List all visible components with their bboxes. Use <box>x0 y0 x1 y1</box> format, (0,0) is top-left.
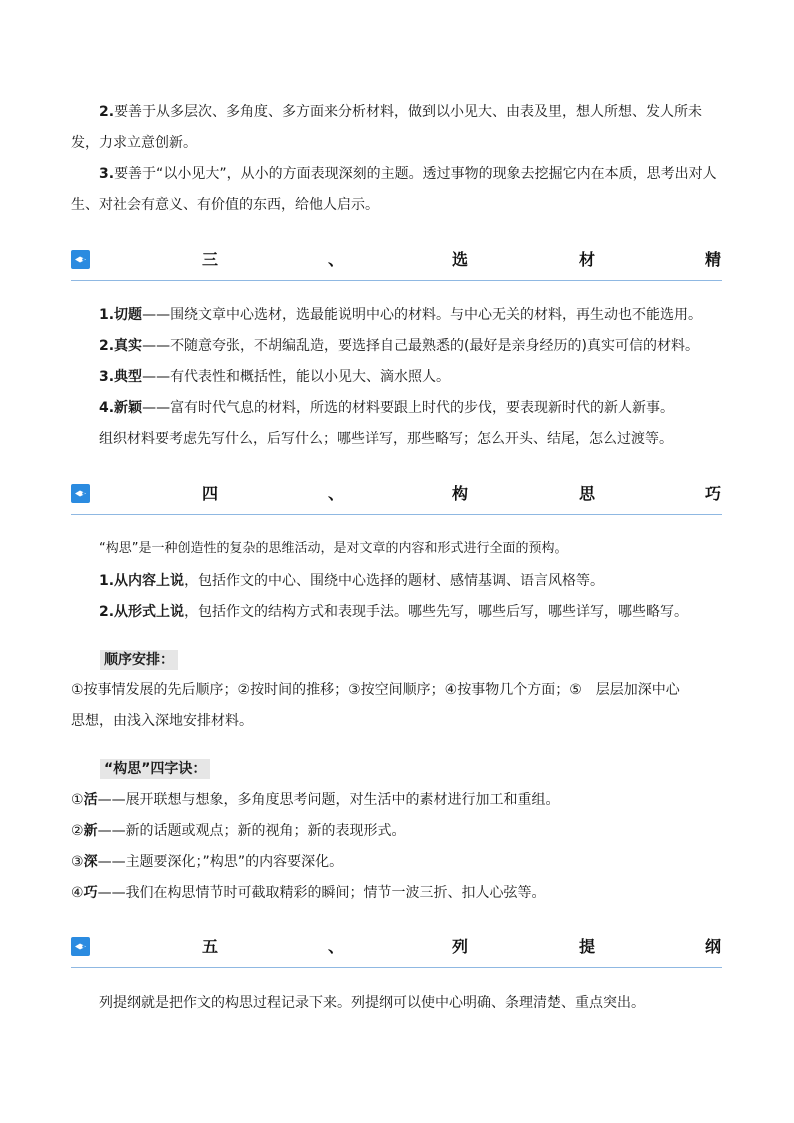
paragraph-3-line-1: 3.要善于“以小见大”，从小的方面表现深刻的主题。透过事物的现象去挖掘它内在本质，思考出对人 <box>99 166 717 182</box>
list-item: 1.切题——围绕文章中心选材，选最能说明中心的材料。与中心无关的材料，再生动也不能选用。 <box>99 307 703 323</box>
heading-char: 、 <box>328 937 345 956</box>
section-3-heading <box>71 242 722 282</box>
paragraph-2-line-2: 发，力求立意创新。 <box>71 135 197 151</box>
pen-tip-icon <box>71 250 90 269</box>
list-item: 1.从内容上说，包括作文的中心、围绕中心选择的题材、感情基调、语言风格等。 <box>99 573 605 589</box>
heading-char: 五 <box>202 937 219 956</box>
list-item: ①活——展开联想与想象，多角度思考问题，对生活中的素材进行加工和重组。 <box>71 792 560 808</box>
heading-char: 材 <box>579 250 596 269</box>
section-divider <box>71 280 722 281</box>
heading-char: 、 <box>328 484 345 503</box>
section-divider <box>71 514 722 515</box>
list-item: 2.真实——不随意夸张，不胡编乱造，要选择自己最熟悉的(最好是亲身经历的)真实可信的材料。 <box>99 338 699 354</box>
heading-char: 构 <box>452 484 469 503</box>
list-item: 2.从形式上说，包括作文的结构方式和表现手法。哪些先写，哪些后写，哪些详写，哪些略写。 <box>99 604 689 620</box>
list-item: ②新——新的话题或观点；新的视角；新的表现形式。 <box>71 823 406 839</box>
section-5-text: 列提纲就是把作文的构思过程记录下来。列提纲可以使中心明确、条理清楚、重点突出。 <box>99 995 645 1011</box>
section-divider <box>71 967 722 968</box>
heading-char: 三 <box>202 250 219 269</box>
paragraph-3-line-2: 生、对社会有意义、有价值的东西，给他人启示。 <box>71 197 379 213</box>
section-4-intro: “构思”是一种创造性的复杂的思维活动，是对文章的内容和形式进行全面的预构。 <box>99 541 568 556</box>
heading-char: 纲 <box>705 937 722 956</box>
heading-char: 提 <box>579 937 596 956</box>
section-4-heading <box>71 476 722 516</box>
section-5-heading <box>71 929 722 969</box>
pen-tip-icon <box>71 484 90 503</box>
list-item: 4.新颖——富有时代气息的材料，所选的材料要跟上时代的步伐，要表现新时代的新人新事。 <box>99 400 675 416</box>
section-3-note: 组织材料要考虑先写什么，后写什么；哪些详写，那些略写；怎么开头、结尾，怎么过渡等。 <box>99 431 673 447</box>
order-label: 顺序安排： <box>100 650 178 670</box>
list-item: ③深——主题要深化；”构思”的内容要深化。 <box>71 854 344 870</box>
heading-char: 精 <box>705 250 722 269</box>
order-line-2: 思想，由浅入深地安排材料。 <box>71 713 253 729</box>
order-line-1: ①按事情发展的先后顺序；②按时间的推移；③按空间顺序；④按事物几个方面；⑤ 层层加深中心 <box>71 682 680 698</box>
heading-char: 四 <box>202 484 219 503</box>
formula-label: “构思”四字诀： <box>100 759 210 779</box>
heading-char: 选 <box>452 250 469 269</box>
heading-char: 列 <box>452 937 469 956</box>
pen-tip-icon <box>71 937 90 956</box>
heading-char: 思 <box>579 484 596 503</box>
paragraph-2-line-1: 2.要善于从多层次、多角度、多方面来分析材料，做到以小见大、由表及里，想人所想、发人所未 <box>99 104 703 120</box>
list-item: 3.典型——有代表性和概括性，能以小见大、滴水照人。 <box>99 369 451 385</box>
heading-char: 巧 <box>705 484 722 503</box>
heading-char: 、 <box>328 250 345 269</box>
list-item: ④巧——我们在构思情节时可截取精彩的瞬间；情节一波三折、扣人心弦等。 <box>71 885 546 901</box>
